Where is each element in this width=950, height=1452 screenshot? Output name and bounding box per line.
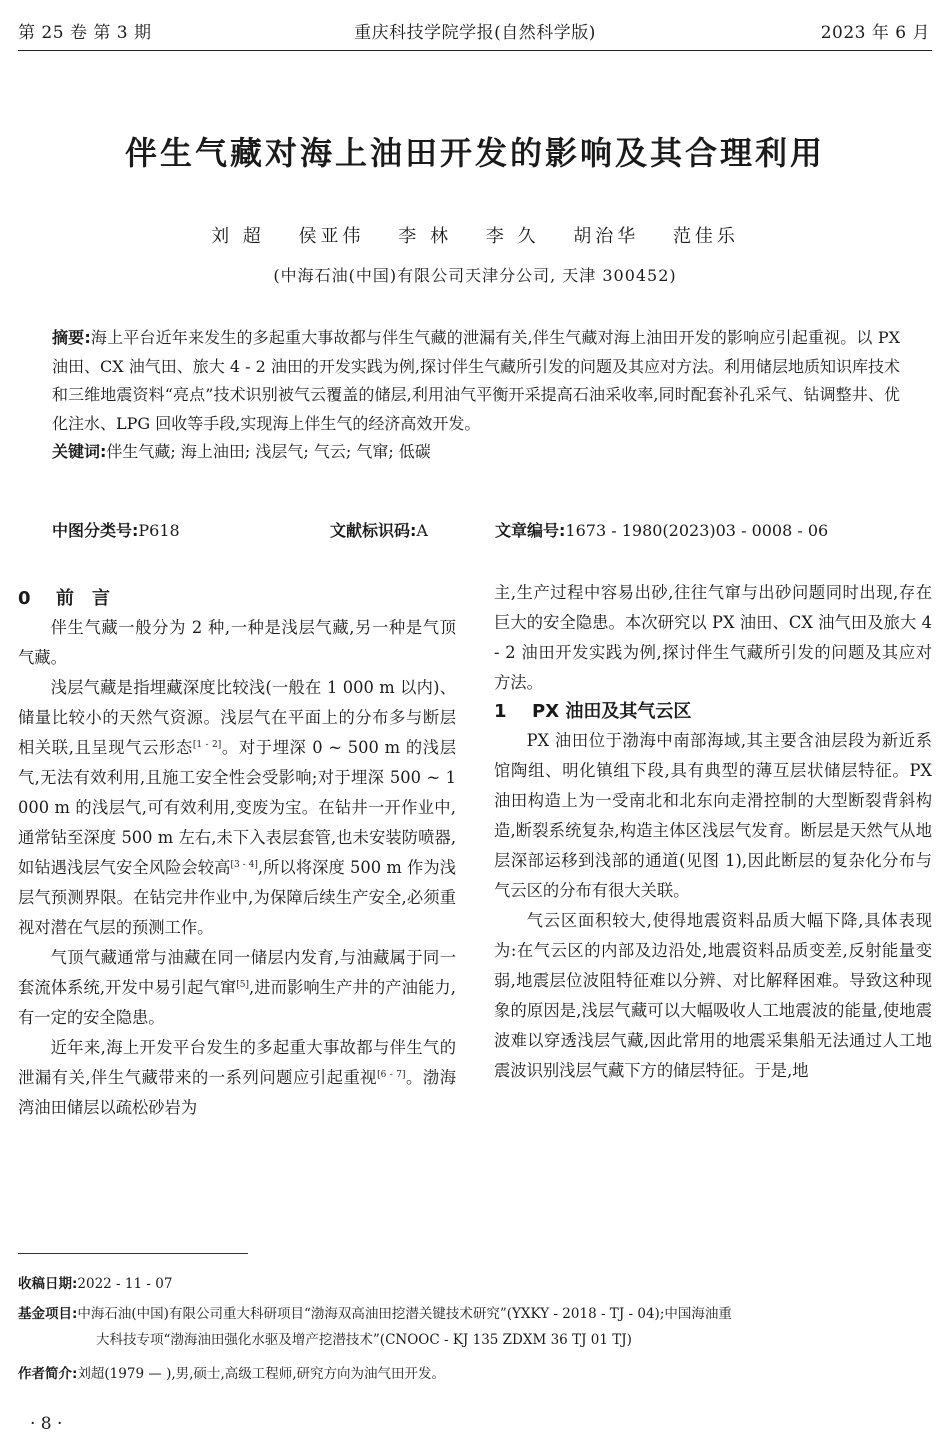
author-list: [0, 222, 950, 248]
affiliation: (中海石油(中国)有限公司天津分公司, 天津 300452): [273, 266, 677, 285]
footnote-received: [18, 1271, 934, 1297]
paragraph: 伴生气藏一般分为 2 种,一种是浅层气藏,另一种是气顶气藏。: [18, 618, 456, 667]
fund-text-cont: 大科技专项“渤海油田强化水驱及增产挖潜技术”(CNOOC - KJ 135 ZDXM 36 TJ 01 TJ): [96, 1332, 632, 1348]
abstract-block: [52, 324, 900, 467]
clc-label: 中图分类号:: [52, 521, 139, 540]
text-run: ,所以将深度 500 m 作为浅层气预测界限。在钻完井作业中,为保障后续生产安全,必须重视对潜在气层的预测工作。: [18, 858, 456, 937]
clc-code: [52, 518, 180, 541]
author: 刘 超: [211, 226, 265, 247]
keywords: [52, 438, 900, 467]
text-run: 。渤海湾油田储层以疏松砂岩为: [18, 1068, 456, 1117]
header-rule: [18, 50, 932, 51]
paper-title: 伴生气藏对海上油田开发的影响及其合理利用: [124, 134, 825, 172]
left-column: [18, 585, 456, 1123]
author: 胡治华: [573, 226, 640, 247]
journal-name: 重庆科技学院学报(自然科学版): [354, 23, 596, 43]
paragraph: [18, 943, 456, 1033]
article-label: 文章编号:: [495, 521, 566, 540]
citation: [3 - 4]: [230, 860, 258, 870]
citation: [5]: [236, 980, 249, 990]
journal-volume: 第 25 卷 第 3 期: [18, 23, 152, 43]
fund-text: 中海石油(中国)有限公司重大科研项目“渤海双高油田挖潜关键技术研究”(YXKY - 2018 - TJ - 04);中国海油重: [77, 1306, 732, 1322]
received-value: 2022 - 11 - 07: [77, 1276, 173, 1292]
citation: [6 - 7]: [377, 1070, 406, 1080]
text-run: 浅层气藏是指埋藏深度比较浅(一般在 1 000 m 以内)、储量比较小的天然气资源。浅层气在平面上的分布多与断层相关联,且呈现气云形态: [18, 678, 456, 757]
abstract-label: 摘要:: [52, 328, 91, 347]
journal-date: 2023 年 6 月: [820, 23, 930, 43]
article-value: 1673 - 1980(2023)03 - 0008 - 06: [565, 521, 829, 540]
keywords-text: 伴生气藏; 海上油田; 浅层气; 气云; 气窜; 低碳: [106, 442, 431, 462]
author-bio: 刘超(1979 — ),男,硕士,高级工程师,研究方向为油气田开发。: [77, 1366, 446, 1382]
footnote-author: [18, 1361, 934, 1387]
clc-value: P618: [138, 521, 180, 540]
paragraph: 气云区面积较大,使得地震资料品质大幅下降,具体表现为:在气云区的内部及边沿处,地震资料品质变差,反射能量变弱,地震层位波阻特征难以分辨、对比解释困难。导致这种现象的原因是,浅层气藏可以大幅吸收人工地震波的能量,使地震波难以穿透浅层气藏,因此常用的地震采集船无法通过人工地震波识别浅层气藏下方的储层特征。于是,地: [494, 911, 932, 1080]
author: 李 久: [485, 226, 540, 247]
section-number: 0: [18, 588, 31, 609]
section-heading: [494, 698, 932, 726]
received-label: 收稿日期:: [18, 1276, 78, 1292]
doc-label: 文献标识码:: [330, 521, 417, 540]
text-run: 。对于埋深 0 ~ 500 m 的浅层气,无法有效利用,且施工安全性会受影响;对于埋深 500 ~ 1 000 m 的浅层气,可有效利用,变废为宝。在钻井一开作业中,通常钻至深度 500 m 左右,未下入表层套管,也未安装防喷器,如钻遇浅层气安全风险会较高: [18, 738, 456, 877]
text-run: 气顶气藏通常与油藏在同一储层内发育,与油藏属于同一套流体系统,开发中易引起气窜: [18, 948, 456, 997]
fund-label: 基金项目:: [18, 1306, 78, 1322]
paragraph: PX 油田位于渤海中南部海域,其主要含油层段为新近系馆陶组、明化镇组下段,具有典型的薄互层状储层特征。PX 油田构造上为一受南北和北东向走滑控制的大型断裂背斜构造,断裂系统复杂,构造主体区浅层气发育。断层是天然气从地层深部运移到浅部的通道(见图 1),因此断层的复杂化分布与气云区的分布有很大关联。: [494, 731, 932, 900]
citation: [1 - 2]: [192, 740, 222, 750]
paragraph: 主,生产过程中容易出砂,往往气窜与出砂问题同时出现,存在巨大的安全隐患。本次研究以 PX 油田、CX 油气田及旅大 4 - 2 油田开发实践为例,探讨伴生气藏所引发的问题及其应对方法。: [494, 583, 932, 692]
section-heading: [18, 585, 456, 613]
doc-code: [330, 518, 428, 541]
section-title: PX 油田及其气云区: [532, 701, 692, 722]
article-number: [495, 518, 828, 541]
footnote-fund: [18, 1301, 934, 1353]
author: 侯亚伟: [298, 226, 365, 247]
text-run: ,进而影响生产井的产油能力,有一定的安全隐患。: [18, 978, 456, 1027]
section-number: 1: [494, 701, 507, 722]
footnote-rule: [18, 1253, 248, 1254]
section-title: 前 言: [56, 588, 110, 609]
author-bio-label: 作者简介:: [18, 1366, 78, 1382]
abstract: [52, 324, 900, 438]
paragraph: [18, 673, 456, 943]
doc-value: A: [416, 521, 428, 540]
abstract-text: 海上平台近年来发生的多起重大事故都与伴生气藏的泄漏有关,伴生气藏对海上油田开发的影响应引起重视。以 PX 油田、CX 油气田、旅大 4 - 2 油田的开发实践为例,探讨伴生气藏所引发的问题及其应对方法。利用储层地质知识库技术和三维地震资料“亮点”技术识别被气云覆盖的储层,利用油气平衡开采提高石油采收率,同时配套补孔采气、钻调整井、优化注水、LPG 回收等手段,实现海上伴生气的经济高效开发。: [52, 328, 900, 433]
page-number: · 8 ·: [30, 1414, 63, 1434]
author: 李 林: [398, 226, 452, 247]
paragraph: [18, 1033, 456, 1123]
text-run: 近年来,海上开发平台发生的多起重大事故都与伴生气的泄漏有关,伴生气藏带来的一系列问题应引起重视: [18, 1038, 456, 1087]
author: 范佳乐: [672, 226, 739, 247]
right-column: [494, 578, 932, 1086]
keywords-label: 关键词:: [52, 442, 107, 462]
